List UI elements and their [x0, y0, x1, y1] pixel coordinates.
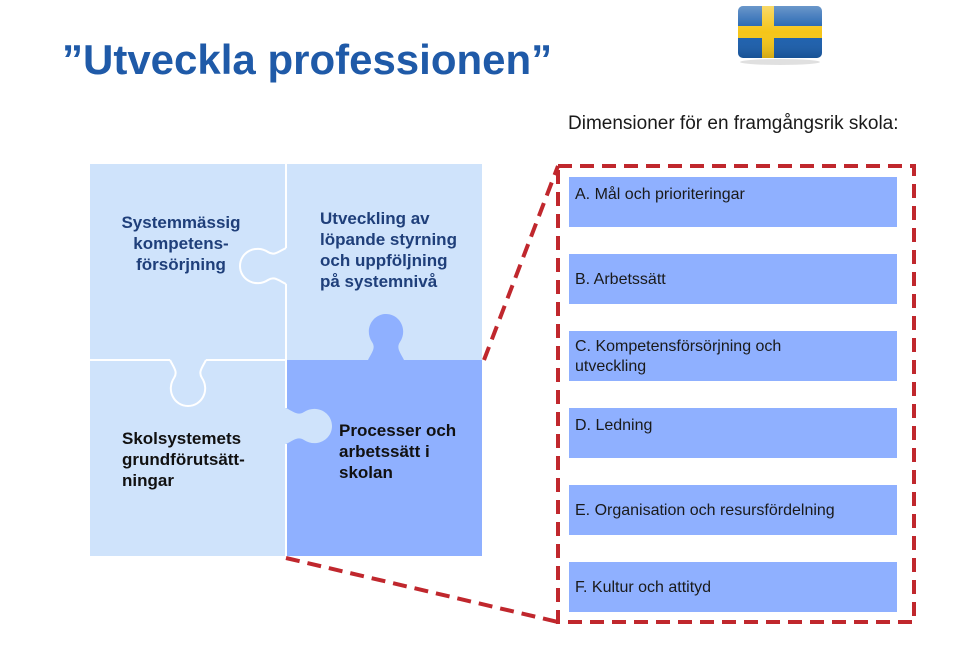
page-title: ”Utveckla professionen” [62, 36, 553, 83]
dimension-e: E. Organisation och resursfördelning [569, 485, 897, 535]
piece-text-top-left: Systemmässig kompetens- försörjning [121, 213, 241, 274]
dimension-d: D. Ledning [569, 408, 897, 458]
dimension-a: A. Mål och prioriteringar [569, 177, 897, 227]
dimension-b: B. Arbetssätt [569, 254, 897, 304]
puzzle-knob-inner [286, 408, 332, 444]
piece-text-bottom-right: Processer och arbetssätt i skolan [339, 421, 457, 482]
dimension-f: F. Kultur och attityd [569, 562, 897, 612]
puzzle-knob-top [368, 314, 404, 360]
piece-text-top-right: Utveckling av löpande styrning och uppföljning på systemnivå [320, 209, 457, 291]
piece-text-bottom-left: Skolsystemets grundförutsätt- ningar [122, 429, 245, 490]
dimensions-heading: Dimensioner för en framgångsrik skola: [568, 113, 899, 134]
dimension-c: C. Kompetensförsörjning och utveckling [569, 331, 897, 381]
